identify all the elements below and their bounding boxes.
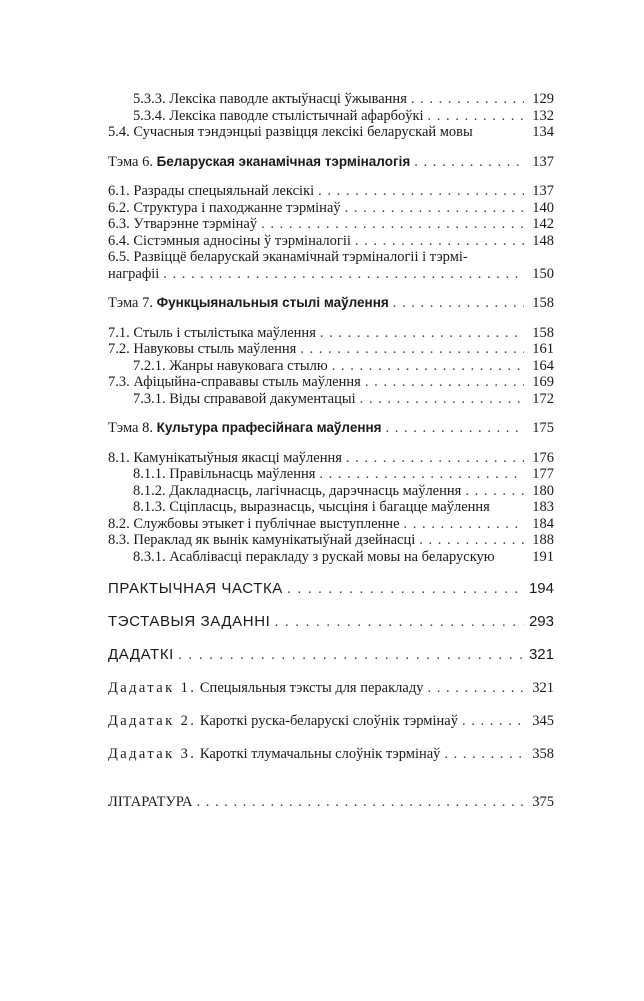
toc-entry[interactable] <box>108 183 554 200</box>
section-title: ЛІТАРАТУРА <box>108 794 193 810</box>
toc-entry-page: 177 <box>532 466 554 482</box>
toc-entry-page: 142 <box>532 216 554 232</box>
leader-dots <box>428 108 524 125</box>
leader-dots <box>360 391 524 408</box>
toc-entry-title: 8.1.2. Дакладнасць, лагічнасць, дарэчнасць маўлення <box>133 482 462 499</box>
section-title: ПРАКТЫЧНАЯ ЧАСТКА <box>108 580 283 597</box>
toc-entry-title: 5.3.4. Лексіка паводле стылістычнай афарбоўкі <box>133 107 424 124</box>
appendix-title: Спецыяльныя тэксты для перакладу <box>199 680 424 696</box>
section-title: ДАДАТКІ <box>108 646 174 663</box>
toc-entry-page: 148 <box>532 232 554 249</box>
toc-entry[interactable] <box>108 549 554 566</box>
toc-appendix[interactable] <box>108 679 554 697</box>
toc-appendix[interactable] <box>108 712 554 730</box>
toc-entry-page: 137 <box>532 153 554 170</box>
leader-dots <box>287 580 524 598</box>
toc-appendix[interactable] <box>108 745 554 763</box>
leader-dots <box>196 793 524 811</box>
appendix-label: Дадатак 3. <box>108 746 197 762</box>
toc-entry-page: 158 <box>532 324 554 341</box>
toc-entry[interactable] <box>108 450 554 467</box>
leader-dots <box>261 216 524 233</box>
toc-entry[interactable] <box>108 91 554 108</box>
theme-title: Культура прафесійнага маўлення <box>156 420 382 435</box>
toc-entry-page: 129 <box>532 91 554 107</box>
toc-entry-page: 140 <box>532 199 554 216</box>
leader-dots <box>462 712 524 730</box>
leader-dots <box>404 516 524 533</box>
toc-entry-page: 134 <box>532 124 554 140</box>
theme-title: Функцыянальныя стылі маўлення <box>156 295 389 310</box>
toc-theme-8[interactable] <box>108 420 554 437</box>
toc-entry-page: 293 <box>528 613 554 630</box>
toc-entry-page: 172 <box>532 390 554 407</box>
toc-entry[interactable] <box>108 483 554 500</box>
toc-entry[interactable] <box>108 358 554 375</box>
toc-entry[interactable] <box>108 325 554 342</box>
toc-section-practical[interactable] <box>108 580 554 598</box>
toc-entry-title: 8.1.1. Правільнасць маўлення <box>133 466 316 482</box>
appendix-label: Дадатак 2. <box>108 713 197 729</box>
theme-prefix: Тэма 6. <box>108 153 157 170</box>
leader-dots <box>318 183 524 200</box>
toc-entry[interactable] <box>108 466 554 483</box>
toc-entry-title: 5.3.3. Лексіка паводле актыўнасці ўжывання <box>133 91 407 107</box>
theme-prefix: Тэма 7. <box>108 295 157 311</box>
leader-dots <box>427 679 524 697</box>
toc-theme-7[interactable] <box>108 295 554 312</box>
leader-dots <box>393 295 524 312</box>
leader-dots <box>444 745 524 763</box>
toc-entry-page: 321 <box>528 646 554 663</box>
appendix-title: Кароткі руска-беларускі слоўнік тэрмінаў <box>199 713 458 729</box>
toc-entry[interactable] <box>108 233 554 250</box>
toc-entry[interactable] <box>108 341 554 358</box>
toc-entry-page: 169 <box>532 374 554 390</box>
theme-prefix: Тэма 8. <box>108 420 157 436</box>
toc-entry-page: 161 <box>532 341 554 357</box>
toc-entry-page: 188 <box>532 532 554 548</box>
toc-section-appendices[interactable] <box>108 646 554 664</box>
leader-dots <box>355 233 524 250</box>
leader-dots <box>320 325 524 342</box>
leader-dots <box>386 420 524 437</box>
toc-entry-page: 175 <box>532 420 554 436</box>
leader-dots <box>178 646 524 664</box>
toc-entry-title: 8.3. Пераклад як вынік камунікатыўнай дзейнасці <box>108 532 416 548</box>
toc-entry-page: 137 <box>532 183 554 199</box>
leader-dots <box>332 358 524 375</box>
toc-entry-page: 184 <box>532 515 554 532</box>
toc-entry-page: 345 <box>532 713 554 729</box>
theme-title: Беларуская эканамічная тэрміналогія <box>156 153 411 169</box>
toc-entry-title: 6.5. Развіццё беларускай эканамічнай тэрміналогіі і тэрмі- <box>108 249 468 265</box>
toc-entry-title: 7.1. Стыль і стылістыка маўлення <box>108 324 316 341</box>
appendix-label: Дадатак 1. <box>108 680 197 696</box>
toc-entry-line[interactable] <box>108 249 554 266</box>
leader-dots <box>346 450 524 467</box>
toc-entry-page: 180 <box>532 482 554 499</box>
toc-theme-6[interactable] <box>108 154 554 171</box>
toc-entry[interactable] <box>108 200 554 217</box>
toc-entry-page: 358 <box>532 746 554 762</box>
toc-entry-title: 7.2. Навуковы стыль маўлення <box>108 341 297 357</box>
leader-dots <box>163 266 524 283</box>
toc-entry-title: 8.1.3. Сціпласць, выразнасць, чысціня і багацце маўлення <box>133 499 490 515</box>
toc-entry-title: 6.3. Утварэнне тэрмінаў <box>108 216 258 232</box>
toc-entry[interactable] <box>108 516 554 533</box>
leader-dots <box>300 341 524 358</box>
toc-entry-title: 7.3. Афіцыйна-справавы стыль маўлення <box>108 374 361 390</box>
toc-entry-title: 7.2.1. Жанры навуковага стылю <box>133 357 328 374</box>
leader-dots <box>419 532 524 549</box>
toc-entry-page: 150 <box>532 265 554 282</box>
toc-entry-title-cont: награфіі <box>108 265 160 282</box>
toc-entry[interactable] <box>108 266 554 283</box>
leader-dots <box>345 200 524 217</box>
toc-section-literature[interactable] <box>108 793 554 811</box>
leader-dots <box>274 613 524 631</box>
leader-dots <box>465 483 524 500</box>
toc-entry[interactable] <box>108 216 554 233</box>
toc-entry-page: 132 <box>532 107 554 124</box>
toc-entry-title: 7.3.1. Віды справавой дакументацыі <box>133 390 356 407</box>
toc-entry-page: 183 <box>532 499 554 515</box>
leader-dots <box>414 154 524 171</box>
toc-entry-page: 158 <box>532 295 554 311</box>
toc-entry-page: 176 <box>532 449 554 466</box>
toc-entry-title: 5.4. Сучасныя тэндэнцыі развіцця лексікі беларускай мовы <box>108 124 473 140</box>
toc-entry[interactable] <box>108 391 554 408</box>
leader-dots <box>365 374 524 391</box>
leader-dots <box>411 91 524 108</box>
toc-entry-title: 8.3.1. Асаблівасці перакладу з рускай мовы на беларускую <box>133 548 495 565</box>
toc-entry[interactable] <box>108 108 554 125</box>
toc-entry-page: 375 <box>532 794 554 810</box>
toc-entry[interactable] <box>108 374 554 391</box>
toc-entry-page: 194 <box>528 580 554 597</box>
toc-entry-page: 164 <box>532 357 554 374</box>
leader-dots <box>319 466 524 483</box>
toc-entry-page: 321 <box>532 680 554 696</box>
appendix-title: Кароткі тлумачальны слоўнік тэрмінаў <box>199 746 441 762</box>
toc-entry[interactable] <box>108 124 554 141</box>
section-title: ТЭСТАВЫЯ ЗАДАННІ <box>108 613 271 630</box>
table-of-contents <box>108 91 554 811</box>
toc-entry-title: 6.4. Сістэмныя адносіны ў тэрміналогіі <box>108 232 351 249</box>
toc-entry-title: 8.2. Службовы этыкет і публічнае выступленне <box>108 515 400 532</box>
toc-entry-title: 6.2. Структура і паходжанне тэрмінаў <box>108 199 341 216</box>
toc-entry-title: 6.1. Разрады спецыяльнай лексікі <box>108 183 315 199</box>
toc-entry-page: 191 <box>532 548 554 565</box>
toc-section-tests[interactable] <box>108 613 554 631</box>
toc-entry-title: 8.1. Камунікатыўныя якасці маўлення <box>108 449 342 466</box>
toc-entry[interactable] <box>108 532 554 549</box>
toc-entry[interactable] <box>108 499 554 516</box>
